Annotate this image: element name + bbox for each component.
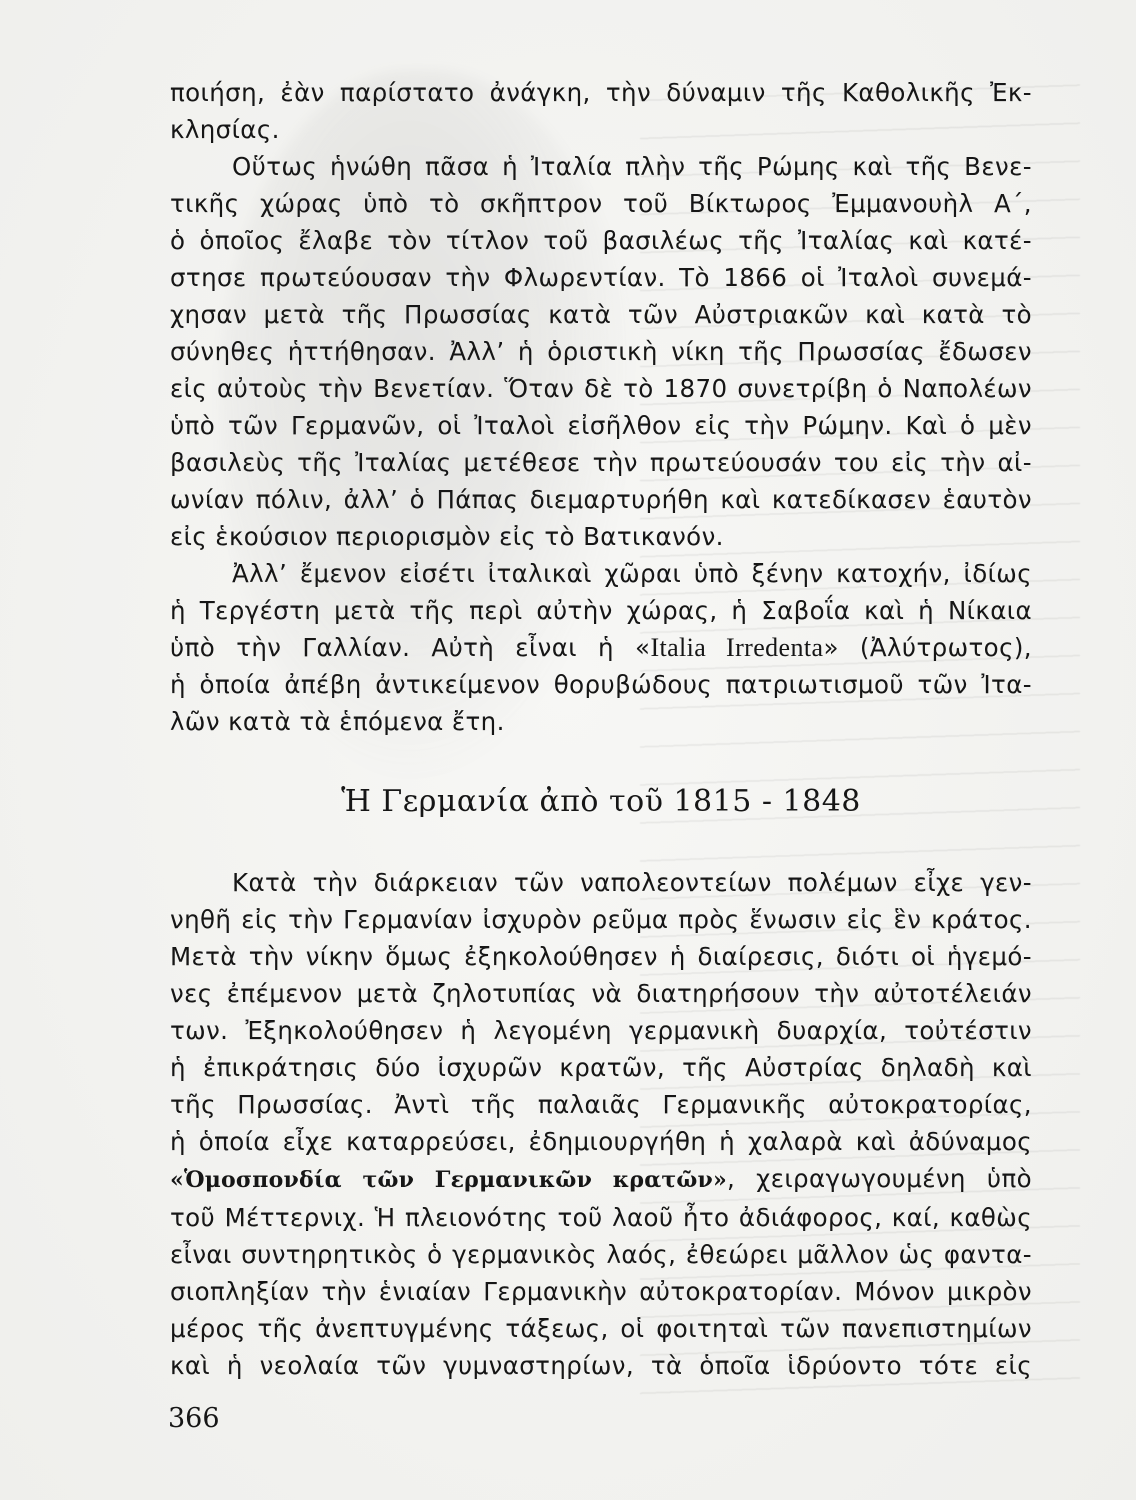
text-line: μέρος τῆς ἀνεπτυγμένης τάξεως, οἱ φοιτηταὶ τῶν πανεπιστημίων (170, 1314, 1032, 1343)
text-line: τοῦ Μέττερνιχ. Ἡ πλειονότης τοῦ λαοῦ ἦτο ἀδιάφορος, καί, καθὼς (170, 1203, 1032, 1232)
text-line: ἡ ὁποία εἶχε καταρρεύσει, ἐδημιουργήθη ἡ χαλαρὰ καὶ ἀδύναμος (170, 1127, 1032, 1156)
text-line: στησε πρωτεύουσαν τὴν Φλωρεντίαν. Τὸ 1866 οἱ Ἰταλοὶ συνεμά- (170, 263, 1032, 292)
text-line: καὶ ἡ νεολαία τῶν γυμναστηρίων, τὰ ὁποῖα ἱδρύοντο τότε εἰς (170, 1351, 1032, 1380)
text-line: τικῆς χώρας ὑπὸ τὸ σκῆπτρον τοῦ Βίκτωρος Ἐμμανουὴλ Α΄, (170, 189, 1032, 218)
text-line: ποιήση, ἐὰν παρίστατο ἀνάγκη, τὴν δύναμιν τῆς Καθολικῆς Ἐκ- (170, 78, 1032, 107)
text-line: νηθῆ εἰς τὴν Γερμανίαν ἰσχυρὸν ρεῦμα πρὸς ἕνωσιν εἰς ἓν κράτος. (170, 905, 1032, 934)
text-line: ὑπὸ τῶν Γερμανῶν, οἱ Ἰταλοὶ εἰσῆλθον εἰς τὴν Ρώμην. Καὶ ὁ μὲν (170, 411, 1032, 440)
text-line: εἰς αὐτοὺς τὴν Βενετίαν. Ὅταν δὲ τὸ 1870 συνετρίβη ὁ Ναπολέων (170, 374, 1032, 403)
text-line: σιοπληξίαν τὴν ἑνιαίαν Γερμανικὴν αὐτοκρατορίαν. Μόνον μικρὸν (170, 1277, 1032, 1306)
text-line: χησαν μετὰ τῆς Πρωσσίας κατὰ τῶν Αὐστριακῶν καὶ κατὰ τὸ (170, 300, 1032, 329)
section-heading: Ἡ Γερμανία ἀπὸ τοῦ 1815 - 1848 (341, 784, 861, 819)
text-line: ἡ Τεργέστη μετὰ τῆς περὶ αὐτὴν χώρας, ἡ Σαβοΐα καὶ ἡ Νίκαια (170, 596, 1032, 625)
text-line-confederation (170, 1160, 1032, 1199)
text-line: εἶναι συντηρητικὸς ὁ γερμανικὸς λαός, ἐθεώρει μᾶλλον ὡς φαντα- (170, 1240, 1032, 1269)
text-line: ἡ ἐπικράτησις δύο ἰσχυρῶν κρατῶν, τῆς Αὐστρίας δηλαδὴ καὶ (170, 1053, 1032, 1082)
text-line: ωνίαν πόλιν, ἀλλ’ ὁ Πάπας διεμαρτυρήθη καὶ κατεδίκασεν ἑαυτὸν (170, 485, 1032, 514)
text-line: ὁ ὁποῖος ἔλαβε τὸν τίτλον τοῦ βασιλέως τῆς Ἰταλίας καὶ κατέ- (170, 226, 1032, 255)
text-line: σύνηθες ἡττήθησαν. Ἀλλ’ ἡ ὁριστικὴ νίκη τῆς Πρωσσίας ἔδωσεν (170, 337, 1032, 366)
text-line: τῆς Πρωσσίας. Ἀντὶ τῆς παλαιᾶς Γερμανικῆς αὐτοκρατορίας, (170, 1090, 1032, 1119)
text-line: Ἀλλ’ ἔμενον εἰσέτι ἰταλικαὶ χῶραι ὑπὸ ξένην κατοχήν, ἰδίως (232, 559, 1032, 588)
text-line: κλησίας. (170, 115, 280, 144)
text-line: λῶν κατὰ τὰ ἑπόμενα ἔτη. (170, 707, 505, 736)
italia-irredenta-phrase: Italia Irredenta (650, 633, 824, 662)
text-line: ἡ ὁποία ἀπέβη ἀντικείμενον θορυβώδους πατριωτισμοῦ τῶν Ἰτα- (170, 670, 1032, 699)
text-line: Μετὰ τὴν νίκην ὅμως ἐξηκολούθησεν ἡ διαίρεσις, διότι οἱ ἡγεμό- (170, 942, 1032, 971)
text-block-germany (170, 864, 1032, 1384)
text-line: νες ἐπέμενον μετὰ ζηλοτυπίας νὰ διατηρήσουν τὴν αὐτοτέλειάν (170, 979, 1032, 1008)
text-fragment: , χειραγωγουμένη ὑπὸ (726, 1164, 1032, 1193)
text-line: εἰς ἑκούσιον περιορισμὸν εἰς τὸ Βατικανόν. (170, 522, 724, 551)
text-line: Κατὰ τὴν διάρκειαν τῶν ναπολεοντείων πολέμων εἶχε γεν- (232, 868, 1032, 897)
text-line-irredenta (170, 629, 1032, 666)
text-line: Οὕτως ἡνώθη πᾶσα ἡ Ἰταλία πλὴν τῆς Ρώμης καὶ τῆς Βενε- (232, 152, 1032, 181)
text-fragment: » (Ἀλύτρωτος), (823, 633, 1032, 662)
page-number: 366 (168, 1403, 220, 1434)
text-line: των. Ἐξηκολούθησεν ἡ λεγομένη γερμανικὴ δυαρχία, τοὐτέστιν (170, 1016, 1032, 1045)
text-line: βασιλεὺς τῆς Ἰταλίας μετέθεσε τὴν πρωτεύουσάν του εἰς τὴν αἰ- (170, 448, 1032, 477)
text-block-italy (170, 74, 1032, 740)
confederation-phrase: «Ὁμοσπονδία τῶν Γερμανικῶν κρατῶν» (170, 1167, 727, 1193)
text-fragment: ὑπὸ τὴν Γαλλίαν. Αὐτὴ εἶναι ἡ « (170, 633, 651, 662)
